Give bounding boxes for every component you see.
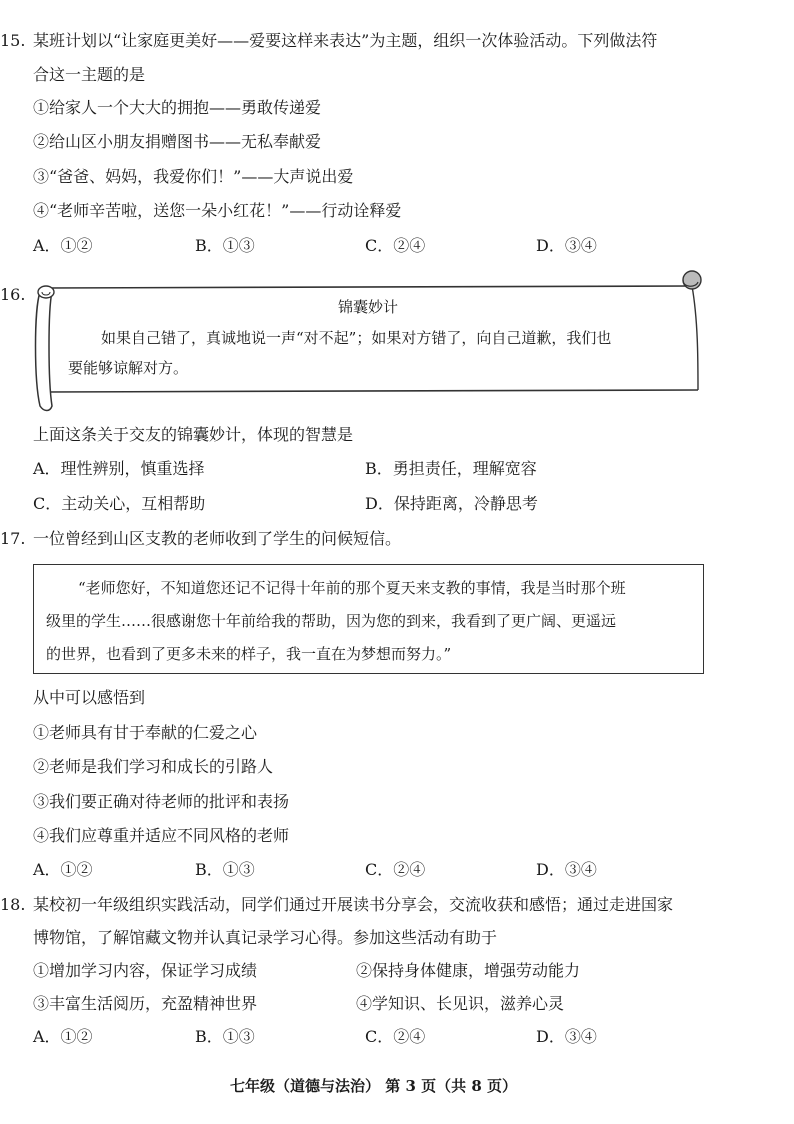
q18-item-4: ④学知识、长见识，滋养心灵: [356, 994, 565, 1013]
q15-option-b[interactable]: B．①③: [195, 236, 255, 255]
q17-stem: 一位曾经到山区支教的老师收到了学生的问候短信。: [33, 529, 402, 548]
q15-item-2: ②给山区小朋友捐赠图书——无私奉献爱: [33, 132, 322, 151]
q17-option-c[interactable]: C．②④: [365, 860, 426, 879]
q17-option-a[interactable]: A．①②: [33, 860, 93, 879]
q18-stem-line2: 博物馆，了解馆藏文物并认真记录学习心得。参加这些活动有助于: [33, 928, 498, 947]
q17-option-b[interactable]: B．①③: [195, 860, 255, 879]
q16-number: 16.: [0, 285, 26, 304]
quote-line1: “老师您好，不知道您还记不记得十年前的那个夏天来支教的事情，我是当时那个班: [78, 579, 626, 597]
q17-number: 17.: [0, 529, 26, 548]
q17-lead: 从中可以感悟到: [33, 688, 146, 707]
q15-item-3: ③“爸爸、妈妈，我爱你们！”——大声说出爱: [33, 167, 354, 186]
q16-option-d[interactable]: D．保持距离，冷静思考: [365, 494, 538, 513]
q16-option-a[interactable]: A．理性辨别，慎重选择: [33, 459, 205, 478]
q15-number: 15.: [0, 31, 26, 50]
q15-stem-line2: 合这一主题的是: [33, 65, 146, 84]
q18-option-c[interactable]: C．②④: [365, 1027, 426, 1046]
quote-line3: 的世界，也看到了更多未来的样子，我一直在为梦想而努力。”: [46, 645, 452, 663]
q17-item-2: ②老师是我们学习和成长的引路人: [33, 757, 274, 776]
q18-option-d[interactable]: D．③④: [536, 1027, 597, 1046]
scroll-text-line1: 如果自己错了，真诚地说一声“对不起”；如果对方错了，向自己道歉，我们也: [101, 329, 612, 347]
q15-item-4: ④“老师辛苦啦，送您一朵小红花！”——行动诠释爱: [33, 201, 402, 220]
q18-number: 18.: [0, 895, 26, 914]
q16-option-b[interactable]: B．勇担责任，理解宽容: [365, 459, 537, 478]
q18-option-a[interactable]: A．①②: [33, 1027, 93, 1046]
q18-item-3: ③丰富生活阅历，充盈精神世界: [33, 994, 258, 1013]
q18-stem-line1: 某校初一年级组织实践活动，同学们通过开展读书分享会，交流收获和感悟；通过走进国家: [33, 895, 674, 914]
q15-option-d[interactable]: D．③④: [536, 236, 597, 255]
q17-item-4: ④我们应尊重并适应不同风格的老师: [33, 826, 290, 845]
q16-option-c[interactable]: C．主动关心，互相帮助: [33, 494, 206, 513]
q18-item-2: ②保持身体健康，增强劳动能力: [356, 961, 581, 980]
scroll-title: 锦囊妙计: [338, 298, 399, 316]
q15-option-a[interactable]: A．①②: [33, 236, 93, 255]
q15-stem-line1: 某班计划以“让家庭更美好——爱要这样来表达”为主题，组织一次体验活动。下列做法符: [33, 31, 658, 50]
q17-item-1: ①老师具有甘于奉献的仁爱之心: [33, 723, 258, 742]
q17-option-d[interactable]: D．③④: [536, 860, 597, 879]
q18-option-b[interactable]: B．①③: [195, 1027, 255, 1046]
q17-item-3: ③我们要正确对待老师的批评和表扬: [33, 792, 290, 811]
scroll-text-line2: 要能够谅解对方。: [68, 359, 189, 377]
quote-line2: 级里的学生……很感谢您十年前给我的帮助，因为您的到来，我看到了更广阔、更遥远: [46, 612, 617, 630]
page-footer: 七年级（道德与法治） 第 3 页（共 8 页）: [230, 1077, 517, 1095]
q15-option-c[interactable]: C．②④: [365, 236, 426, 255]
q16-stem: 上面这条关于交友的锦囊妙计，体现的智慧是: [33, 425, 354, 444]
q18-item-1: ①增加学习内容，保证学习成绩: [33, 961, 258, 980]
q15-item-1: ①给家人一个大大的拥抱——勇敢传递爱: [33, 98, 322, 117]
